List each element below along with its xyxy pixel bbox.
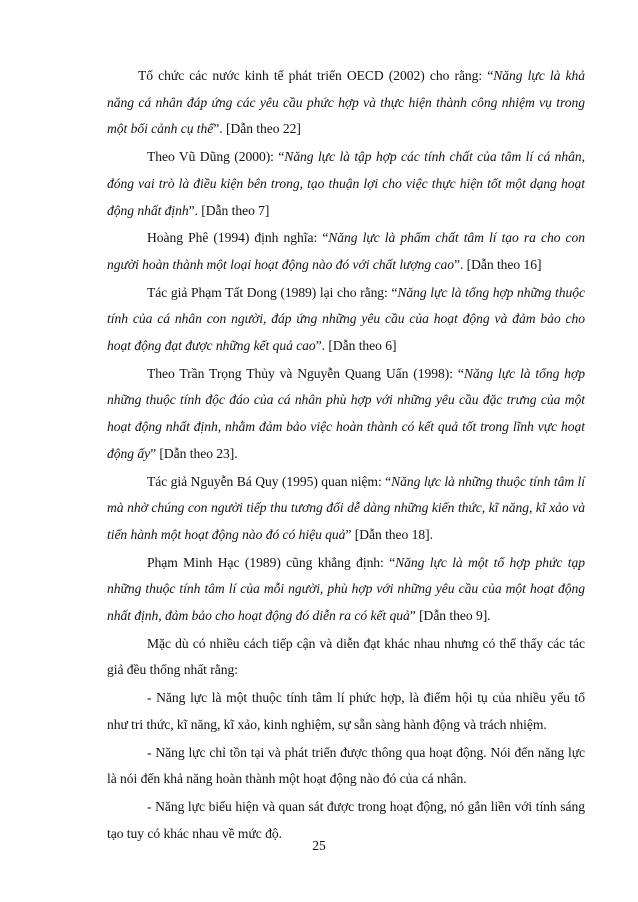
quoted-definition-text: Năng lực là một tổ hợp phức tạp những thuộc tính tâm lí của mỗi người, phù hợp với những yêu cầu của một hoạt động nhất định, đảm bảo cho hoạt động đó diễn ra có kết quả [107,554,585,624]
paragraph-vu-dung-definition [107,144,585,224]
paragraph-bullet-complex-attribute [107,685,585,738]
quoted-definition-text: Năng lực là phẩm chất tâm lí tạo ra cho con người hoàn thành một loại hoạt động nào đó với chất lượng cao [107,230,586,272]
paragraph-text: Mặc dù có nhiều cách tiếp cận và diễn đạt khác nhau nhưng có thể thấy các tác giả đều thống nhất rằng: [107,635,585,678]
paragraph-hoang-phe-definition [107,225,585,278]
paragraph-tran-trong-thuy-definition [107,361,585,468]
paragraph-text: ”. [Dẫn theo 22] [213,121,301,137]
quoted-definition-text: Năng lực là tổng hợp những thuộc tính độc đáo của cá nhân phù hợp với những yêu cầu đặc trưng của một hoạt động nhất định, nhằm đảm bảo việc hoàn thành có kết quả tốt trong lĩnh vực hoạt động ấy [107,365,585,461]
paragraph-oecd-definition [107,63,585,143]
paragraph-text: Tác giả Phạm Tất Dong (1989) lại cho rằng: “ [147,284,398,300]
paragraph-text: - Năng lực là một thuộc tính tâm lí phức hợp, là điểm hội tụ của nhiều yếu tố như tri thức, kĩ năng, kĩ xảo, kinh nghiệm, sự sẵn sàng hành động và trách nhiệm. [107,690,585,732]
paragraph-text: Phạm Minh Hạc (1989) cũng khẳng định: “ [147,554,396,570]
paragraph-text: ” [Dẫn theo 18]. [345,526,433,542]
paragraph-text: ”. [Dẫn theo 7] [188,202,270,218]
quoted-definition-text: Năng lực là khả năng cá nhân đáp ứng các yêu cầu phức hợp và thực hiện thành công nhiệm vụ trong một bối cảnh cụ thể [107,68,585,137]
paragraph-text: - Năng lực chỉ tồn tại và phát triển được thông qua hoạt động. Nói đến năng lực là nói đến khả năng hoàn thành một hoạt động nào đó của cá nhân. [107,744,585,787]
paragraph-text: ” [Dẫn theo 9]. [409,608,491,624]
paragraph-text: ”. [Dẫn theo 16] [453,256,542,272]
quoted-definition-text: Năng lực là tổng hợp những thuộc tính của cá nhân con người, đáp ứng những yêu cầu của hoạt động và đảm bảo cho hoạt động đạt được những kết quả cao [107,284,585,354]
paragraph-text: Hoàng Phê (1994) định nghĩa: “ [147,230,329,246]
paragraph-text: Theo Vũ Dũng (2000): “ [147,149,285,165]
quoted-definition-text: Năng lực là tập hợp các tính chất của tâm lí cá nhân, đóng vai trò là điều kiện bên trong, tạo thuận lợi cho việc thực hiện tốt một dạng hoạt động nhất định [107,149,585,218]
paragraph-summary-intro [107,631,585,684]
paragraph-bullet-exists-through-activity [107,740,585,793]
paragraph-text: Tổ chức các nước kinh tế phát triển OECD (2002) cho rằng: “ [138,68,494,83]
paragraph-text: Tác giả Nguyễn Bá Quy (1995) quan niệm: “ [147,473,392,489]
paragraph-text: Theo Trần Trọng Thủy và Nguyễn Quang Uẩn (1998): “ [147,365,464,381]
paragraph-pham-minh-hac-definition [107,550,585,630]
page-number: 25 [312,838,326,853]
quoted-definition-text: Năng lực là những thuộc tính tâm lí mà nhờ chúng con người tiếp thu tương đối dễ dàng những kiến thức, kĩ năng, kĩ xảo và tiến hành một hoạt động nào đó có hiệu quả [107,473,585,542]
paragraph-nguyen-ba-quy-definition [107,469,585,549]
paragraph-text: - Năng lực biểu hiện và quan sát được trong hoạt động, nó gắn liền với tính sáng tạo tuy có khác nhau về mức độ. [107,798,585,841]
body-text [107,63,585,848]
paragraph-pham-tat-dong-definition [107,280,585,360]
paragraph-text: ”. [Dẫn theo 6] [315,338,397,354]
paragraph-text: ” [Dẫn theo 23]. [150,445,238,461]
